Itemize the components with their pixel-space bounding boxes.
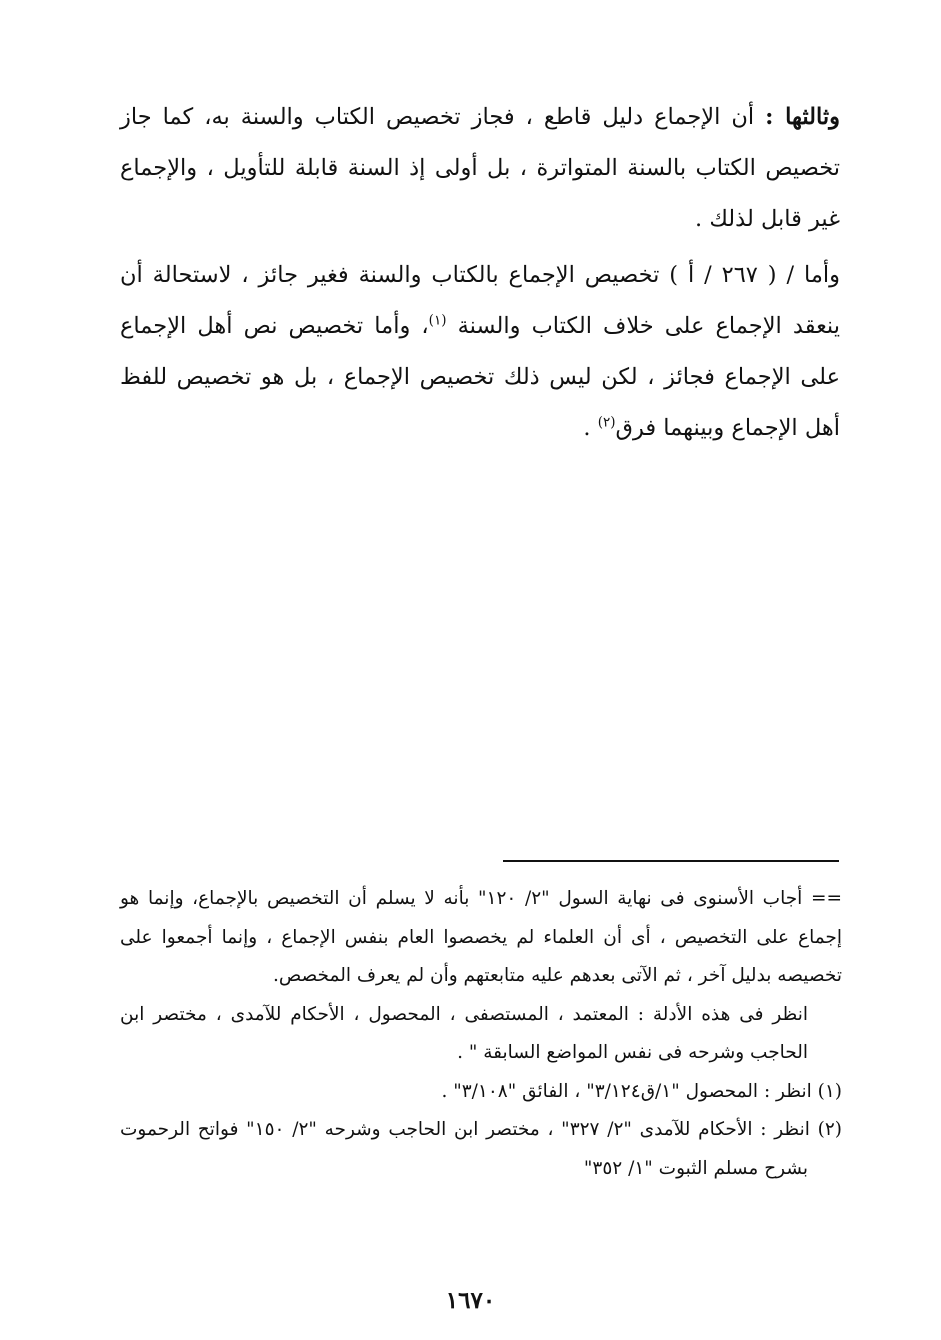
paragraph-lead-term: وثالثها : <box>765 104 840 130</box>
paragraph-text-c: . <box>583 415 598 441</box>
paragraph-consensus-specification <box>120 250 840 454</box>
footnote-continued: == أجاب الأسنوى فى نهاية السول "٢/ ١٢٠" بأنه لا يسلم أن التخصيص بالإجماع، وإنما هو إجماع على التخصيص ، أى أن العلماء لم يخصصوا العام بنفس الإجماع ، وإنما أجمعوا على تخصيصه بدليل آخر ، ثم الآتى بعدهم عليه متابعتهم وأن لم يعرف المخصص. <box>120 888 842 986</box>
footnotes <box>120 880 842 1188</box>
footnote-ref-1: (١) <box>428 312 447 329</box>
main-text <box>120 92 840 454</box>
paragraph-third-argument <box>120 92 840 245</box>
footnote-ref-2: (٢) <box>597 414 616 431</box>
footnote-see-also: انظر فى هذه الأدلة : المعتمد ، المستصفى ، المحصول ، الأحكام للآمدى ، مختصر ابن الحاجب وشرحه فى نفس المواضع السابقة " . <box>120 1003 808 1063</box>
footnote-separator <box>503 860 839 862</box>
page-number: ١٦٧٠ <box>445 1287 496 1314</box>
paragraph-text-b: ، وأما تخصيص نص أهل الإجماع على الإجماع فجائز ، لكن ليس ذلك تخصيص الإجماع ، بل هو تخصيص للفظ أهل الإجماع وبينهما فرق <box>120 313 840 441</box>
paragraph-text-a: وأما / ( ٢٦٧ / أ ) تخصيص الإجماع بالكتاب والسنة فغير جائز ، لاستحالة أن ينعقد الإجماع على خلاف الكتاب والسنة <box>120 262 840 339</box>
footnote-1: (١) انظر : المحصول "١/ق٣/١٢٤" ، الفائق "٣/١٠٨" . <box>441 1080 842 1102</box>
footnote-2: (٢) انظر : الأحكام للآمدى "٢/ ٣٢٧" ، مختصر ابن الحاجب وشرحه "٢/ ١٥٠" فواتح الرحموت بشرح مسلم الثبوت "١/ ٣٥٢" <box>120 1119 842 1179</box>
paragraph-text: أن الإجماع دليل قاطع ، فجاز تخصيص الكتاب والسنة به، كما جاز تخصيص الكتاب بالسنة المتواترة ، بل أولى إذ السنة قابلة للتأويل ، والإجماع غير قابل لذلك . <box>120 104 840 232</box>
